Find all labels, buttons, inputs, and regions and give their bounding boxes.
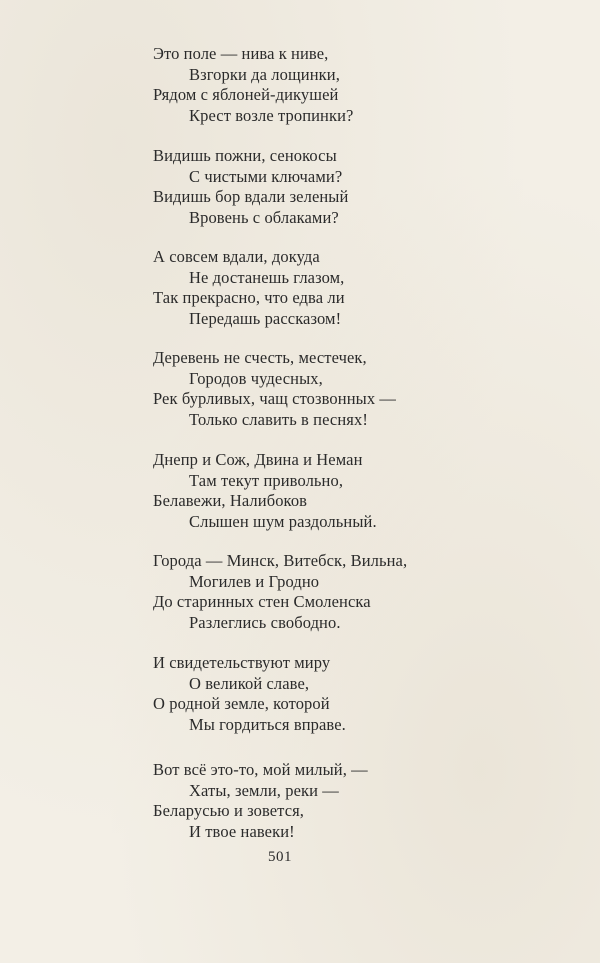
verse-line: Вровень с облаками? — [189, 207, 339, 227]
verse-line: Это поле — нива к ниве, — [153, 44, 329, 63]
verse-line: Передашь рассказом! — [189, 308, 342, 328]
verse-line: Там текут привольно, — [189, 470, 344, 490]
verse-line: Деревень не счесть, местечек, — [153, 348, 367, 367]
verse-line: Рек бурливых, чащ стозвонных — — [153, 389, 396, 408]
verse-line: Не достанешь глазом, — [189, 267, 345, 287]
verse-line: Видишь бор вдали зеленый — [153, 187, 349, 206]
verse-line: Крест возле тропинки? — [189, 105, 354, 125]
stanza-1 — [153, 44, 483, 126]
verse-line: Днепр и Сож, Двина и Неман — [153, 450, 363, 469]
verse-line: Взгорки да лощинки, — [189, 64, 340, 84]
stanza-2 — [153, 146, 483, 228]
verse-line: О родной земле, которой — [153, 694, 330, 713]
verse-line: Города — Минск, Витебск, Вильна, — [153, 551, 408, 570]
verse-line: И свидетельствуют миру — [153, 653, 331, 672]
stanza-5 — [153, 450, 483, 532]
verse-line: С чистыми ключами? — [189, 166, 343, 186]
verse-line: Городов чудесных, — [189, 368, 323, 388]
verse-line: Хаты, земли, реки — — [189, 780, 339, 800]
verse-line: Мы гордиться вправе. — [189, 714, 346, 734]
verse-line: Разлеглись свободно. — [189, 612, 341, 632]
verse-line: До старинных стен Смоленска — [153, 592, 371, 611]
verse-line: Так прекрасно, что едва ли — [153, 288, 345, 307]
stanza-7 — [153, 653, 483, 735]
verse-line: Слышен шум раздольный. — [189, 511, 377, 531]
stanza-3 — [153, 247, 483, 329]
verse-line: Вот всё это-то, мой милый, — — [153, 760, 368, 779]
verse-line: Рядом с яблоней-дикушей — [153, 85, 339, 104]
stanza-4 — [153, 348, 483, 430]
verse-line: О великой славе, — [189, 673, 310, 693]
verse-line: Беларусью и зовется, — [153, 801, 305, 820]
stanza-6 — [153, 551, 483, 633]
verse-line: Белавежи, Налибоков — [153, 491, 308, 510]
verse-line: Могилев и Гродно — [189, 571, 320, 591]
verse-line: И твое навеки! — [189, 821, 295, 841]
verse-line: А совсем вдали, докуда — [153, 247, 320, 266]
verse-line: Только славить в песнях! — [189, 409, 368, 429]
verse-line: Видишь пожни, сенокосы — [153, 146, 337, 165]
page-number: 501 — [268, 849, 292, 865]
stanza-8 — [153, 760, 483, 842]
